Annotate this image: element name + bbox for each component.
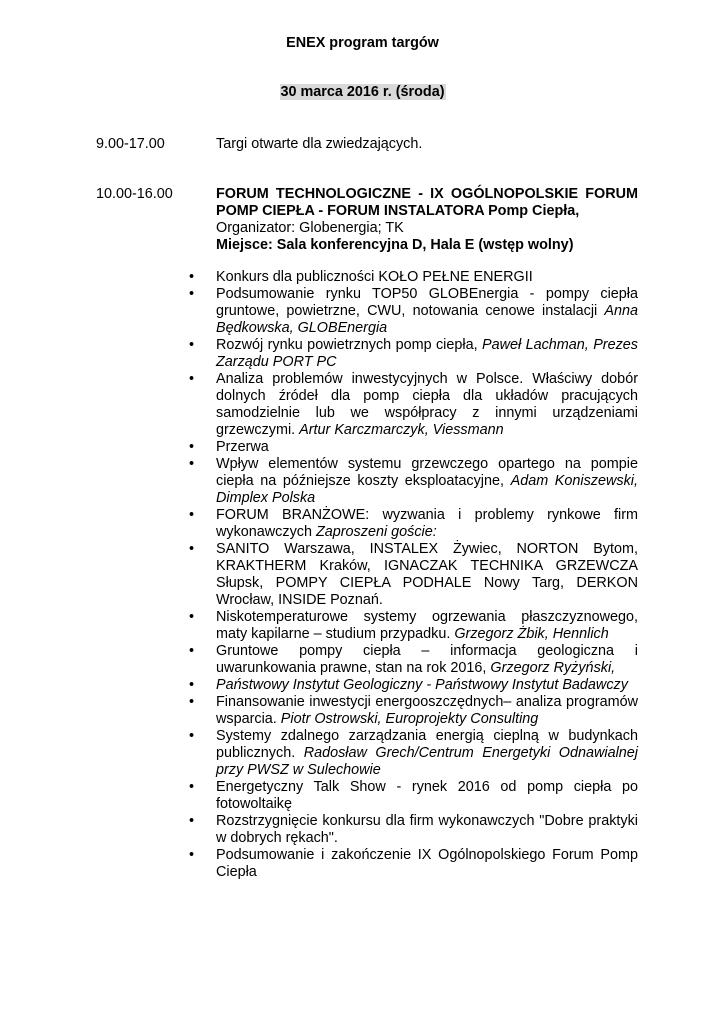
agenda-item — [216, 813, 638, 847]
agenda-item-speaker: Radosław Grech/Centrum Energetyki Odnawialnej przy PWSZ w Sulechowie — [216, 745, 638, 778]
agenda-item-text: Konkurs dla publiczności KOŁO PEŁNE ENERGII — [216, 269, 533, 285]
agenda-item-text: Gruntowe pompy ciepła – informacja geologiczna i uwarunkowania prawne, stan na rok 2016, — [216, 643, 638, 676]
agenda-item-text: Analiza problemów inwestycyjnych w Polsce. Właściwy dobór dolnych źródeł dla pomp ciepła dla układów pracujących samodzielnie lub we współpracy z innymi urządzeniami grzewczymi. — [216, 371, 638, 438]
agenda-item-text: Rozwój rynku powietrznych pomp ciepła, — [216, 337, 482, 353]
forum-heading: FORUM TECHNOLOGICZNE - IX OGÓLNOPOLSKIE FORUM POMP CIEPŁA - FORUM INSTALATORA Pomp Ciepła, — [216, 186, 638, 219]
date-heading — [0, 84, 725, 101]
agenda-item — [216, 439, 638, 456]
agenda-item-speaker: Państwowy Instytut Geologiczny - Państwowy Instytut Badawczy — [216, 677, 628, 693]
forum-info — [216, 186, 638, 254]
agenda-item — [216, 456, 638, 507]
agenda-item-speaker: Grzegorz Żbik, Hennlich — [454, 626, 609, 642]
agenda-item — [216, 728, 638, 779]
agenda-item-speaker: Grzegorz Ryżyński, — [490, 660, 616, 676]
agenda-item-speaker: Anna Będkowska, GLOBEnergia — [216, 303, 638, 336]
agenda-item-text: Finansowanie inwestycji energooszczędnych– analiza programów wsparcia. — [216, 694, 638, 727]
agenda-item-text: Podsumowanie rynku TOP50 GLOBEnergia - pompy ciepła gruntowe, powietrzne, CWU, notowania cenowe instalacji — [216, 286, 638, 319]
agenda-item-text: Energetyczny Talk Show - rynek 2016 od pomp ciepła po fotowoltaikę — [216, 779, 638, 812]
agenda-item — [216, 609, 638, 643]
agenda-item — [216, 269, 638, 286]
agenda-item-speaker: Adam Koniszewski, Dimplex Polska — [216, 473, 638, 506]
agenda-item-text: Przerwa — [216, 439, 269, 455]
agenda-item-text: Wpływ elementów systemu grzewczego opartego na pompie ciepła na późniejsze koszty eksploatacyjne, — [216, 456, 638, 489]
agenda-item — [216, 507, 638, 541]
agenda-item — [216, 779, 638, 813]
agenda-item — [216, 286, 638, 337]
slot-text-1: Targi otwarte dla zwiedzających. — [216, 136, 423, 152]
agenda-item-text: Rozstrzygnięcie konkursu dla firm wykonawczych "Dobre praktyki w dobrych rękach". — [216, 813, 638, 846]
agenda-item-speaker: Zaproszeni goście: — [315, 524, 437, 540]
forum-organizer: Organizator: Globenergia; TK — [216, 220, 404, 236]
page-title: ENEX program targów — [286, 35, 439, 51]
slot-time-1: 9.00-17.00 — [96, 136, 165, 152]
agenda-item — [216, 541, 638, 609]
slot-time-2: 10.00-16.00 — [96, 186, 173, 202]
agenda-item-speaker: Paweł Lachman, Prezes Zarządu PORT PC — [216, 337, 638, 370]
agenda-item-speaker: Piotr Ostrowski, Europrojekty Consulting — [280, 711, 539, 727]
agenda-item — [216, 371, 638, 439]
agenda-item — [216, 847, 638, 881]
agenda-item-text: FORUM BRANŻOWE: wyzwania i problemy rynkowe firm wykonawczych — [216, 507, 638, 540]
agenda-item-speaker: Artur Karczmarczyk, Viessmann — [299, 422, 504, 438]
forum-location: Miejsce: Sala konferencyjna D, Hala E (wstęp wolny) — [216, 237, 574, 253]
agenda-item — [216, 643, 638, 677]
agenda-list — [216, 269, 638, 881]
agenda-item-text: Podsumowanie i zakończenie IX Ogólnopolskiego Forum Pomp Ciepła — [216, 847, 638, 880]
agenda-item — [216, 694, 638, 728]
agenda-item-text: Niskotemperaturowe systemy ogrzewania płaszczyznowego, maty kapilarne – studium przypadku. — [216, 609, 638, 642]
agenda-item-text: Systemy zdalnego zarządzania energią cieplną w budynkach publicznych. — [216, 728, 638, 761]
agenda-item-text: SANITO Warszawa, INSTALEX Żywiec, NORTON Bytom, KRAKTHERM Kraków, IGNACZAK TECHNIKA GRZEWCZA Słupsk, POMPY CIEPŁA PODHALE Nowy Targ, DERKON Wrocław, INSIDE Poznań. — [216, 541, 638, 608]
agenda-item — [216, 337, 638, 371]
date-highlight: 30 marca 2016 r. (środa) — [280, 84, 445, 100]
agenda-item — [216, 677, 638, 694]
